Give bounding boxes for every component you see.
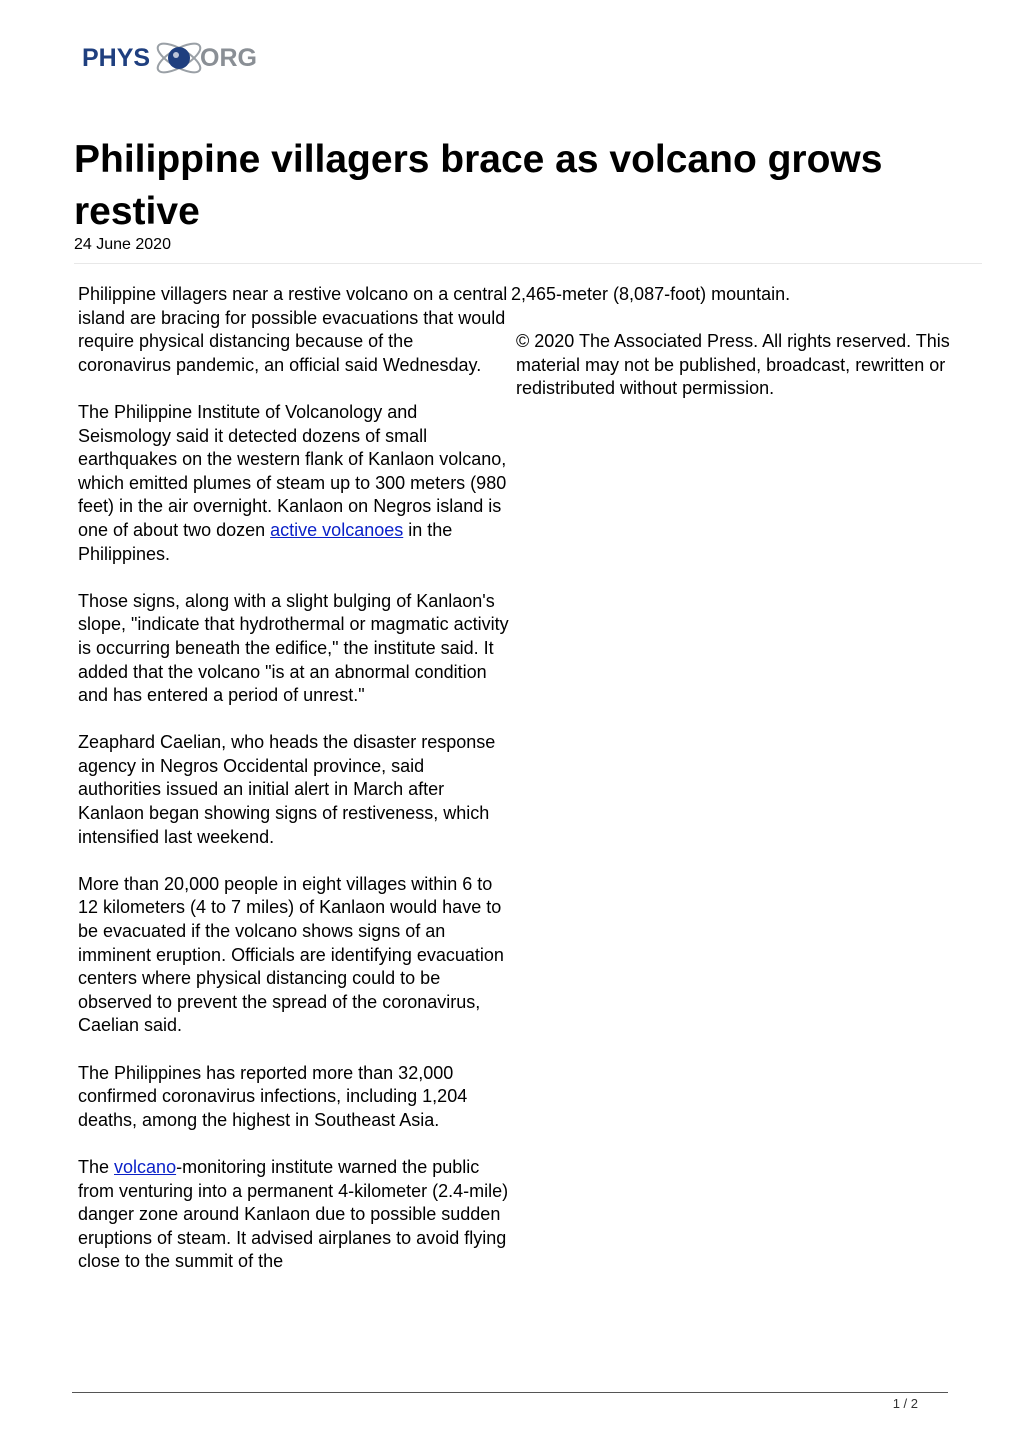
article-title: Philippine villagers brace as volcano grows restive	[74, 138, 883, 233]
page-number: 1 / 2	[892, 1396, 918, 1411]
phys-org-logo[interactable]	[82, 30, 264, 84]
paragraph-5: More than 20,000 people in eight villages within 6 to 12 kilometers (4 to 7 miles) of Kanlaon would have to be evacuated if the volcano shows signs of an imminent eruption. Officials are identifying evacuation centers where physical distancing could to be observed to prevent the spread of the coronavirus, Caelian said.	[78, 873, 504, 1036]
footer-divider	[72, 1392, 948, 1393]
article-column-left	[78, 283, 510, 1298]
paragraph-6: The Philippines has reported more than 32,000 confirmed coronavirus infections, including 1,204 deaths, among the highest in Southeast Asia.	[78, 1062, 468, 1130]
link-active-volcanoes[interactable]: active volcanoes	[270, 519, 404, 540]
article-column-right	[511, 283, 951, 425]
paragraph-8: 2,465-meter (8,087-foot) mountain.	[511, 284, 791, 304]
header-divider	[74, 263, 982, 264]
link-volcano[interactable]: volcano	[114, 1156, 177, 1177]
logo-text-org: ORG	[200, 44, 257, 72]
atom-icon	[154, 38, 205, 78]
paragraph-1: Philippine villagers near a restive volcano on a central island are bracing for possible evacuations that would require physical distancing because of the coronavirus pandemic, an official said Wednesday.	[78, 284, 508, 375]
paragraph-4: Zeaphard Caelian, who heads the disaster response agency in Negros Occidental province, said authorities issued an initial alert in March after Kanlaon began showing signs of restiveness, which intensified last weekend.	[78, 732, 496, 847]
logo-text-phys: PHYS	[82, 44, 151, 72]
paragraph-2: The Philippine Institute of Volcanology and Seismology said it detected dozens of small earthquakes on the western flank of Kanlaon volcano, which emitted plumes of steam up to 300 meters (980 feet) in the air overnight. Kanlaon on Negros island is one of about two dozen active volcanoes in the Philippines.	[78, 401, 507, 564]
paragraph-3: Those signs, along with a slight bulging of Kanlaon's slope, "indicate that hydrothermal or magmatic activity is occurring beneath the edifice," the institute said. It added that the volcano "is at an abnormal condition and has entered a period of unrest."	[78, 590, 509, 706]
paragraph-7: The volcano-monitoring institute warned the public from venturing into a permanent 4-kilometer (2.4-mile) danger zone around Kanlaon due to possible sudden eruptions of steam. It advised airplanes to avoid flying close to the summit of the	[78, 1156, 509, 1272]
copyright-notice: © 2020 The Associated Press. All rights reserved. This material may not be published, broadcast, rewritten or redistributed without permission.	[516, 331, 950, 399]
publish-date: 24 June 2020	[74, 236, 171, 253]
